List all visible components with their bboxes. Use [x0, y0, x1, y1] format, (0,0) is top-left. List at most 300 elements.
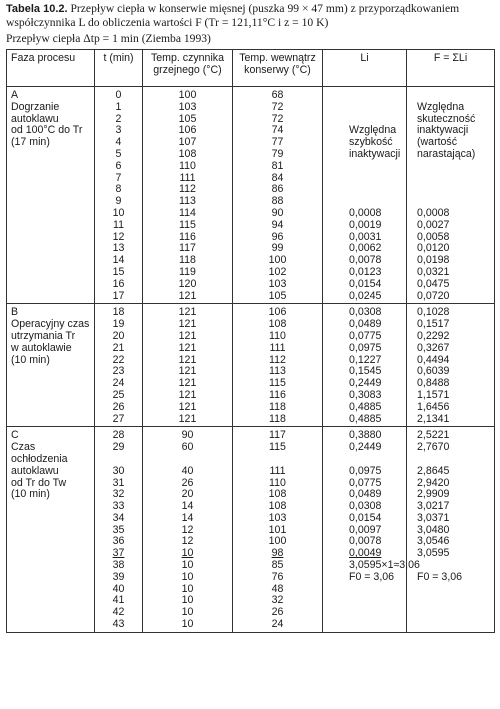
phase-label-line: od 100°C do Tr	[7, 125, 95, 137]
table-row	[7, 161, 495, 173]
data-table	[6, 49, 495, 633]
f-sum-cell: 0,0008	[407, 208, 495, 220]
medium-temp-cell: 121	[143, 331, 233, 343]
f-sum-cell: narastająca)	[407, 149, 495, 161]
time-cell: 38	[95, 560, 143, 572]
table-row	[7, 291, 495, 304]
medium-temp-cell: 14	[143, 513, 233, 525]
li-cell: 0,0154	[323, 279, 407, 291]
caption-label: Tabela 10.2.	[6, 3, 68, 15]
table-row	[7, 149, 495, 161]
phase-label-line: (17 min)	[7, 137, 95, 149]
li-cell: 0,3083	[323, 390, 407, 402]
can-temp-cell: 113	[233, 366, 323, 378]
f-sum-cell: 0,0198	[407, 255, 495, 267]
f-sum-cell: 3,0371	[407, 513, 495, 525]
f-sum-cell: 1,6456	[407, 402, 495, 414]
f-sum-cell: 2,9420	[407, 478, 495, 490]
can-temp-cell: 86	[233, 184, 323, 196]
li-cell: 0,0775	[323, 331, 407, 343]
header-medium-temp: Temp. czynnika grzejnego (°C)	[143, 50, 233, 87]
can-temp-cell: 115	[233, 378, 323, 390]
can-temp-cell: 79	[233, 149, 323, 161]
time-cell: 39	[95, 572, 143, 584]
header-phase: Faza procesu	[7, 50, 95, 87]
f-sum-cell: skuteczność	[407, 114, 495, 126]
f-sum-cell: 3,0480	[407, 525, 495, 537]
phase-label-line: C	[7, 427, 95, 442]
table-row	[7, 414, 495, 427]
li-cell: inaktywacji	[323, 149, 407, 161]
medium-temp-cell: 60	[143, 442, 233, 466]
table-row	[7, 607, 495, 619]
table-row	[7, 548, 495, 560]
can-temp-cell: 103	[233, 513, 323, 525]
f-sum-cell: 2,1341	[407, 414, 495, 427]
time-cell: 41	[95, 595, 143, 607]
phase-label-line: (10 min)	[7, 489, 95, 501]
medium-temp-cell: 105	[143, 114, 233, 126]
phase-group	[7, 304, 495, 427]
can-temp-cell: 105	[233, 291, 323, 304]
phase-label-line	[7, 161, 95, 173]
medium-temp-cell: 121	[143, 319, 233, 331]
time-cell: 14	[95, 255, 143, 267]
f-sum-cell: 0,8488	[407, 378, 495, 390]
time-cell: 30	[95, 466, 143, 478]
can-temp-cell: 85	[233, 560, 323, 572]
time-cell: 26	[95, 402, 143, 414]
medium-temp-cell: 117	[143, 243, 233, 255]
time-cell: 16	[95, 279, 143, 291]
f-sum-cell: 3,0217	[407, 501, 495, 513]
li-cell: 0,0154	[323, 513, 407, 525]
phase-label-line	[7, 390, 95, 402]
li-cell: 0,4885	[323, 402, 407, 414]
can-temp-cell: 110	[233, 331, 323, 343]
can-temp-cell: 77	[233, 137, 323, 149]
phase-label-line	[7, 584, 95, 596]
li-cell: 0,0019	[323, 220, 407, 232]
medium-temp-cell: 108	[143, 149, 233, 161]
table-header-row	[7, 50, 495, 87]
f-sum-cell	[407, 87, 495, 102]
can-temp-cell: 108	[233, 501, 323, 513]
f-sum-cell	[407, 161, 495, 173]
f-sum-cell: 2,9909	[407, 489, 495, 501]
medium-temp-cell: 100	[143, 87, 233, 102]
can-temp-cell: 100	[233, 536, 323, 548]
time-cell: 22	[95, 355, 143, 367]
time-cell: 28	[95, 427, 143, 442]
phase-label-line	[7, 548, 95, 560]
phase-group	[7, 87, 495, 304]
header-time: t (min)	[95, 50, 143, 87]
table-subcaption: Przepływ ciepła Δtp = 1 min (Ziemba 1993)	[6, 32, 211, 45]
table-row	[7, 343, 495, 355]
can-temp-cell: 48	[233, 584, 323, 596]
li-cell: 0,0975	[323, 343, 407, 355]
f-sum-cell: 3,0546	[407, 536, 495, 548]
li-cell	[323, 161, 407, 173]
phase-label-line	[7, 279, 95, 291]
medium-temp-cell: 10	[143, 595, 233, 607]
phase-group	[7, 427, 495, 633]
time-cell: 1	[95, 102, 143, 114]
li-cell: 0,0489	[323, 489, 407, 501]
can-temp-cell: 88	[233, 196, 323, 208]
header-f-sum: F = ΣLi	[407, 50, 495, 87]
can-temp-cell: 118	[233, 402, 323, 414]
li-cell: F0 = 3,06	[323, 572, 407, 584]
table-row	[7, 220, 495, 232]
can-temp-cell: 110	[233, 478, 323, 490]
phase-label-line: autoklawu	[7, 114, 95, 126]
f-sum-cell: 2,8645	[407, 466, 495, 478]
li-cell: 0,0123	[323, 267, 407, 279]
medium-temp-cell: 10	[143, 584, 233, 596]
medium-temp-cell: 26	[143, 478, 233, 490]
can-temp-cell: 101	[233, 525, 323, 537]
time-cell: 25	[95, 390, 143, 402]
table-row	[7, 102, 495, 114]
time-cell: 24	[95, 378, 143, 390]
medium-temp-cell: 10	[143, 560, 233, 572]
f-sum-cell: 1,1571	[407, 390, 495, 402]
table-row	[7, 402, 495, 414]
f-sum-cell: 0,3267	[407, 343, 495, 355]
li-cell: 0,0031	[323, 232, 407, 244]
time-cell: 5	[95, 149, 143, 161]
phase-label-line	[7, 184, 95, 196]
li-cell: 0,0078	[323, 255, 407, 267]
li-cell: 0,2449	[323, 378, 407, 390]
phase-label-line	[7, 560, 95, 572]
li-cell	[323, 607, 407, 619]
phase-label-line: B	[7, 304, 95, 319]
can-temp-cell: 84	[233, 173, 323, 185]
can-temp-cell: 96	[233, 232, 323, 244]
can-temp-cell: 32	[233, 595, 323, 607]
phase-label-line	[7, 232, 95, 244]
li-cell: 0,0078	[323, 536, 407, 548]
can-temp-cell: 72	[233, 114, 323, 126]
time-cell: 9	[95, 196, 143, 208]
time-cell: 8	[95, 184, 143, 196]
time-cell: 40	[95, 584, 143, 596]
f-sum-cell	[407, 595, 495, 607]
li-cell	[323, 173, 407, 185]
phase-label-line	[7, 196, 95, 208]
li-cell: 0,1545	[323, 366, 407, 378]
table-row	[7, 304, 495, 319]
medium-temp-cell: 20	[143, 489, 233, 501]
phase-label-line	[7, 619, 95, 632]
li-cell: 0,0975	[323, 466, 407, 478]
table-row	[7, 173, 495, 185]
f-sum-cell: 0,4494	[407, 355, 495, 367]
table-row	[7, 513, 495, 525]
table-row	[7, 331, 495, 343]
li-cell	[323, 87, 407, 102]
time-cell: 27	[95, 414, 143, 427]
time-cell: 6	[95, 161, 143, 173]
medium-temp-cell: 112	[143, 184, 233, 196]
table-row	[7, 208, 495, 220]
time-cell: 36	[95, 536, 143, 548]
time-cell: 33	[95, 501, 143, 513]
table-row	[7, 572, 495, 584]
medium-temp-cell: 116	[143, 232, 233, 244]
table-row	[7, 87, 495, 102]
f-sum-cell: 0,0058	[407, 232, 495, 244]
phase-label-line	[7, 291, 95, 304]
li-cell: 0,0097	[323, 525, 407, 537]
li-cell	[323, 595, 407, 607]
time-cell: 35	[95, 525, 143, 537]
li-cell: 0,3880	[323, 427, 407, 442]
phase-label-line	[7, 513, 95, 525]
can-temp-cell: 98	[233, 548, 323, 560]
time-cell: 17	[95, 291, 143, 304]
table-row	[7, 390, 495, 402]
can-temp-cell: 26	[233, 607, 323, 619]
medium-temp-cell: 120	[143, 279, 233, 291]
phase-label-line	[7, 149, 95, 161]
li-cell: 0,0489	[323, 319, 407, 331]
li-cell: 0,2449	[323, 442, 407, 466]
f-sum-cell	[407, 173, 495, 185]
phase-label-line	[7, 402, 95, 414]
time-cell: 21	[95, 343, 143, 355]
f-sum-cell: 0,6039	[407, 366, 495, 378]
header-can-temp: Temp. wewnątrz konserwy (°C)	[233, 50, 323, 87]
li-cell: szybkość	[323, 137, 407, 149]
phase-label-line: autoklawu	[7, 466, 95, 478]
medium-temp-cell: 121	[143, 291, 233, 304]
can-temp-cell: 90	[233, 208, 323, 220]
medium-temp-cell: 115	[143, 220, 233, 232]
f-sum-cell: 0,0027	[407, 220, 495, 232]
table-row	[7, 466, 495, 478]
medium-temp-cell: 121	[143, 378, 233, 390]
phase-label-line: Operacyjny czas	[7, 319, 95, 331]
table-row	[7, 267, 495, 279]
caption-text: Przepływ ciepła w konserwie mięsnej (puszka 99 × 47 mm) z przyporządkowaniem współczynnika L do obliczenia wartości F (Tr = 121,11°C i z = 10 K)	[6, 2, 460, 29]
time-cell: 11	[95, 220, 143, 232]
table-row	[7, 619, 495, 632]
f-sum-cell	[407, 607, 495, 619]
can-temp-cell: 102	[233, 267, 323, 279]
time-cell: 3	[95, 125, 143, 137]
f-sum-cell: Względna	[407, 102, 495, 114]
li-cell: 0,1227	[323, 355, 407, 367]
phase-label-line: A	[7, 87, 95, 102]
phase-label-line	[7, 173, 95, 185]
li-cell: 0,0049	[323, 548, 407, 560]
time-cell: 37	[95, 548, 143, 560]
phase-label-line	[7, 243, 95, 255]
can-temp-cell: 76	[233, 572, 323, 584]
f-sum-cell	[407, 184, 495, 196]
medium-temp-cell: 40	[143, 466, 233, 478]
f-sum-cell	[407, 619, 495, 632]
phase-label-line: Czas ochłodzenia	[7, 442, 95, 466]
time-cell: 42	[95, 607, 143, 619]
phase-label-line	[7, 501, 95, 513]
time-cell: 20	[95, 331, 143, 343]
medium-temp-cell: 10	[143, 607, 233, 619]
phase-label-line	[7, 366, 95, 378]
phase-label-line	[7, 255, 95, 267]
f-sum-cell: 0,1028	[407, 304, 495, 319]
table-row	[7, 427, 495, 442]
medium-temp-cell: 121	[143, 390, 233, 402]
can-temp-cell: 81	[233, 161, 323, 173]
phase-label-line: utrzymania Tr	[7, 331, 95, 343]
time-cell: 4	[95, 137, 143, 149]
can-temp-cell: 108	[233, 489, 323, 501]
li-cell	[323, 619, 407, 632]
time-cell: 34	[95, 513, 143, 525]
li-cell	[323, 584, 407, 596]
phase-label-line	[7, 378, 95, 390]
li-cell: 0,0062	[323, 243, 407, 255]
li-cell: 0,0308	[323, 501, 407, 513]
medium-temp-cell: 10	[143, 548, 233, 560]
medium-temp-cell: 12	[143, 525, 233, 537]
table-row	[7, 279, 495, 291]
phase-label-line	[7, 220, 95, 232]
table-row	[7, 595, 495, 607]
li-cell: 0,0775	[323, 478, 407, 490]
can-temp-cell: 99	[233, 243, 323, 255]
f-sum-cell: inaktywacji	[407, 125, 495, 137]
can-temp-cell: 118	[233, 414, 323, 427]
f-sum-cell: 0,0720	[407, 291, 495, 304]
table-caption	[6, 2, 494, 30]
phase-label-line	[7, 595, 95, 607]
medium-temp-cell: 107	[143, 137, 233, 149]
f-sum-cell: 0,0475	[407, 279, 495, 291]
can-temp-cell: 94	[233, 220, 323, 232]
f-sum-cell: 0,2292	[407, 331, 495, 343]
can-temp-cell: 103	[233, 279, 323, 291]
time-cell: 15	[95, 267, 143, 279]
time-cell: 43	[95, 619, 143, 632]
can-temp-cell: 116	[233, 390, 323, 402]
f-sum-cell: 0,1517	[407, 319, 495, 331]
medium-temp-cell: 121	[143, 402, 233, 414]
medium-temp-cell: 121	[143, 343, 233, 355]
li-cell: 3,0595×1≈3,06	[323, 560, 407, 572]
f-sum-cell: 0,0120	[407, 243, 495, 255]
time-cell: 29	[95, 442, 143, 466]
phase-label-line	[7, 267, 95, 279]
medium-temp-cell: 121	[143, 366, 233, 378]
time-cell: 2	[95, 114, 143, 126]
f-sum-cell	[407, 584, 495, 596]
phase-label-line: (10 min)	[7, 355, 95, 367]
table-row	[7, 584, 495, 596]
medium-temp-cell: 10	[143, 572, 233, 584]
phase-label-line	[7, 208, 95, 220]
f-sum-cell: 0,0321	[407, 267, 495, 279]
f-sum-cell: F0 = 3,06	[407, 572, 495, 584]
medium-temp-cell: 114	[143, 208, 233, 220]
time-cell: 7	[95, 173, 143, 185]
can-temp-cell: 68	[233, 87, 323, 102]
medium-temp-cell: 121	[143, 414, 233, 427]
can-temp-cell: 72	[233, 102, 323, 114]
table-row	[7, 184, 495, 196]
phase-label-line	[7, 607, 95, 619]
medium-temp-cell: 110	[143, 161, 233, 173]
can-temp-cell: 108	[233, 319, 323, 331]
can-temp-cell: 106	[233, 304, 323, 319]
time-cell: 10	[95, 208, 143, 220]
medium-temp-cell: 103	[143, 102, 233, 114]
phase-label-line: od Tr do Tw	[7, 478, 95, 490]
medium-temp-cell: 111	[143, 173, 233, 185]
time-cell: 18	[95, 304, 143, 319]
time-cell: 12	[95, 232, 143, 244]
li-cell	[323, 184, 407, 196]
li-cell: 0,0308	[323, 304, 407, 319]
li-cell: 0,0245	[323, 291, 407, 304]
f-sum-cell: 2,5221	[407, 427, 495, 442]
medium-temp-cell: 90	[143, 427, 233, 442]
time-cell: 31	[95, 478, 143, 490]
time-cell: 13	[95, 243, 143, 255]
medium-temp-cell: 121	[143, 355, 233, 367]
f-sum-cell: 2,7670	[407, 442, 495, 466]
can-temp-cell: 100	[233, 255, 323, 267]
can-temp-cell: 74	[233, 125, 323, 137]
can-temp-cell: 115	[233, 442, 323, 466]
f-sum-cell: (wartość	[407, 137, 495, 149]
phase-label-line	[7, 414, 95, 427]
table-row	[7, 442, 495, 466]
f-sum-cell: 3,0595	[407, 548, 495, 560]
medium-temp-cell: 106	[143, 125, 233, 137]
li-cell: Względna	[323, 125, 407, 137]
medium-temp-cell: 113	[143, 196, 233, 208]
medium-temp-cell: 118	[143, 255, 233, 267]
can-temp-cell: 24	[233, 619, 323, 632]
can-temp-cell: 111	[233, 466, 323, 478]
li-cell	[323, 102, 407, 114]
medium-temp-cell: 119	[143, 267, 233, 279]
phase-label-line	[7, 525, 95, 537]
can-temp-cell: 117	[233, 427, 323, 442]
can-temp-cell: 111	[233, 343, 323, 355]
time-cell: 19	[95, 319, 143, 331]
medium-temp-cell: 10	[143, 619, 233, 632]
time-cell: 0	[95, 87, 143, 102]
phase-label-line: w autoklawie	[7, 343, 95, 355]
medium-temp-cell: 12	[143, 536, 233, 548]
phase-label-line: Dogrzanie	[7, 102, 95, 114]
medium-temp-cell: 14	[143, 501, 233, 513]
can-temp-cell: 112	[233, 355, 323, 367]
phase-label-line	[7, 536, 95, 548]
header-li: Li	[323, 50, 407, 87]
time-cell: 32	[95, 489, 143, 501]
medium-temp-cell: 121	[143, 304, 233, 319]
li-cell: 0,4885	[323, 414, 407, 427]
phase-label-line	[7, 572, 95, 584]
